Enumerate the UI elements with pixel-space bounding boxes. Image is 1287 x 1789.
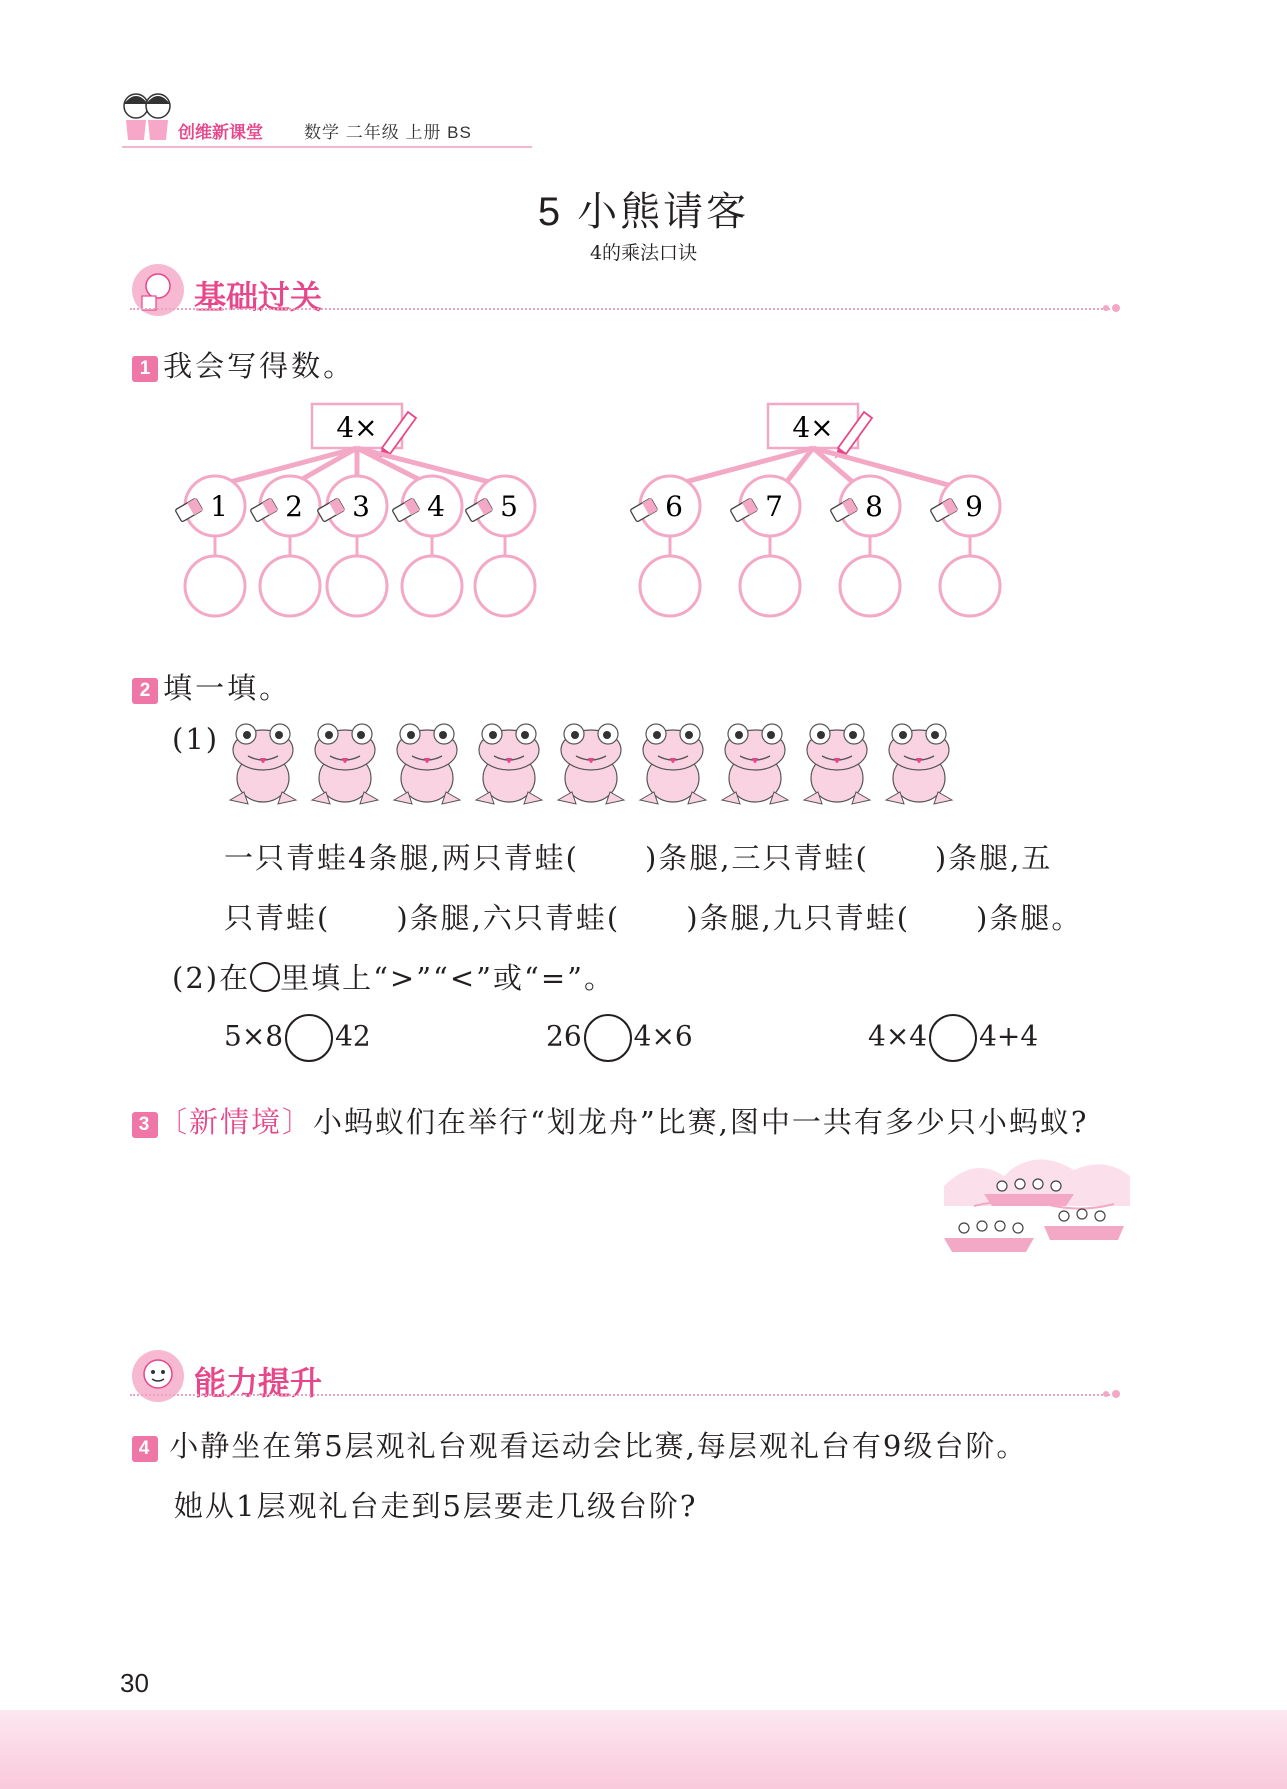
q4-line2: 她从1层观礼台走到5层要走几级台阶? [174,1489,698,1523]
header-divider [122,146,532,148]
q1-right-tree [670,404,952,486]
compare-circle[interactable] [584,1014,632,1062]
section-basic-title: 基础过关 [194,279,323,315]
section-advanced-header [130,1348,1130,1404]
kids-logo-icon [118,88,178,148]
lesson-title: 5 小熊请客 [537,190,750,234]
brand-name: 创维新课堂 [178,123,263,142]
dragon-boat-ants-illustration [934,1146,1134,1264]
circle-symbol-icon [250,962,280,992]
frog-icon [476,724,542,804]
number-label: 5 [500,490,518,523]
number-label: 3 [352,490,370,523]
answer-circle[interactable] [475,556,535,616]
q2-line2-d: )条腿。 [976,901,1083,935]
q3-number: 3 [132,1112,158,1138]
q1-item-left-5 [465,476,535,616]
q2-line1 [224,836,1052,877]
q2-text: 填一填。 [163,671,292,705]
comparison-left: 26 [546,1019,582,1053]
number-label: 9 [965,490,983,523]
answer-circle[interactable] [327,556,387,616]
q3-prompt [132,1100,1088,1141]
q3-text: 小蚂蚁们在举行“划龙舟”比赛,图中一共有多少只小蚂蚁? [313,1105,1089,1139]
q2-prompt [132,666,291,707]
q4-number: 4 [132,1436,158,1462]
dotted-divider [130,308,1110,310]
number-label: 2 [285,490,303,523]
answer-circle[interactable] [740,556,800,616]
comparison-right: 4+4 [979,1019,1039,1053]
comparison-right: 42 [335,1019,371,1053]
book-info: 数学 二年级 上册 BS [304,123,472,142]
frog-row [222,718,962,808]
frog-icon [640,724,706,804]
q1-item-left-2 [250,476,320,616]
section-advanced-title: 能力提升 [194,1365,323,1401]
q1-item-right-8 [830,476,900,616]
number-label: 4 [427,490,445,523]
q1-left-box-label: 4× [336,411,378,444]
q2-line1-a: 一只青蛙4条腿,两只青蛙( [224,841,579,875]
q2-line1-c: )条腿,五 [934,841,1053,875]
page-number: 30 [120,1668,149,1698]
frog-icon [804,724,870,804]
answer-circle[interactable] [185,556,245,616]
q1-text: 我会写得数。 [163,349,356,383]
q2-part2-suffix: 里填上“>”“<”或“=”。 [280,961,615,995]
comparison-2 [546,1014,693,1062]
q1-item-right-9 [930,476,1000,616]
q1-item-left-4 [392,476,462,616]
q1-item-left-1 [175,476,245,616]
q1-item-left-3 [317,476,387,616]
q2-part2 [172,956,615,997]
frog-icon [230,724,296,804]
frog-icon [394,724,460,804]
q1-left-tree [215,404,505,486]
comparison-3 [868,1014,1038,1062]
number-label: 8 [865,490,883,523]
answer-circle[interactable] [402,556,462,616]
q1-right-box-label: 4× [792,411,834,444]
answer-circle[interactable] [840,556,900,616]
q1-prompt [132,344,355,385]
compare-circle[interactable] [929,1014,977,1062]
q2-line2-c: )条腿,九只青蛙( [686,901,911,935]
q4-prompt [132,1424,1027,1465]
answer-circle[interactable] [940,556,1000,616]
dots-ornament-icon [1102,1386,1124,1400]
section-basic-header [130,262,1130,318]
comparison-right: 4×6 [633,1019,693,1053]
q2-part2-prefix: (2)在 [172,961,251,995]
q1-item-right-6 [630,476,700,616]
q3-tag: 〔新情境〕 [158,1105,314,1139]
q2-line2-a: 只青蛙( [224,901,331,935]
number-label: 7 [765,490,783,523]
frog-icon [558,724,624,804]
dotted-divider [130,1394,1110,1396]
q1-number: 1 [132,356,158,382]
lesson-subtitle: 4的乘法口诀 [589,242,698,264]
answer-circle[interactable] [260,556,320,616]
frog-icon [312,724,378,804]
q2-line2 [224,896,1082,937]
comparison-left: 5×8 [224,1019,284,1053]
q2-part1-label: (1) [172,722,220,756]
comparison-left: 4×4 [868,1019,928,1053]
answer-circle[interactable] [640,556,700,616]
comparison-1 [224,1014,371,1062]
number-label: 6 [665,490,683,523]
q2-number: 2 [132,678,158,704]
q1-diagram [170,398,1030,638]
footer-band [0,1710,1287,1789]
q2-line2-b: )条腿,六只青蛙( [396,901,621,935]
page-header [118,88,538,158]
number-label: 1 [210,490,228,523]
q1-item-right-7 [730,476,800,616]
q2-line1-b: )条腿,三只青蛙( [644,841,869,875]
compare-circle[interactable] [285,1014,333,1062]
frog-icon [886,724,952,804]
q1-number-circles [175,476,1000,616]
q4-line1: 小静坐在第5层观礼台观看运动会比赛,每层观礼台有9级台阶。 [169,1429,1028,1463]
dots-ornament-icon [1102,300,1124,314]
frog-icon [722,724,788,804]
